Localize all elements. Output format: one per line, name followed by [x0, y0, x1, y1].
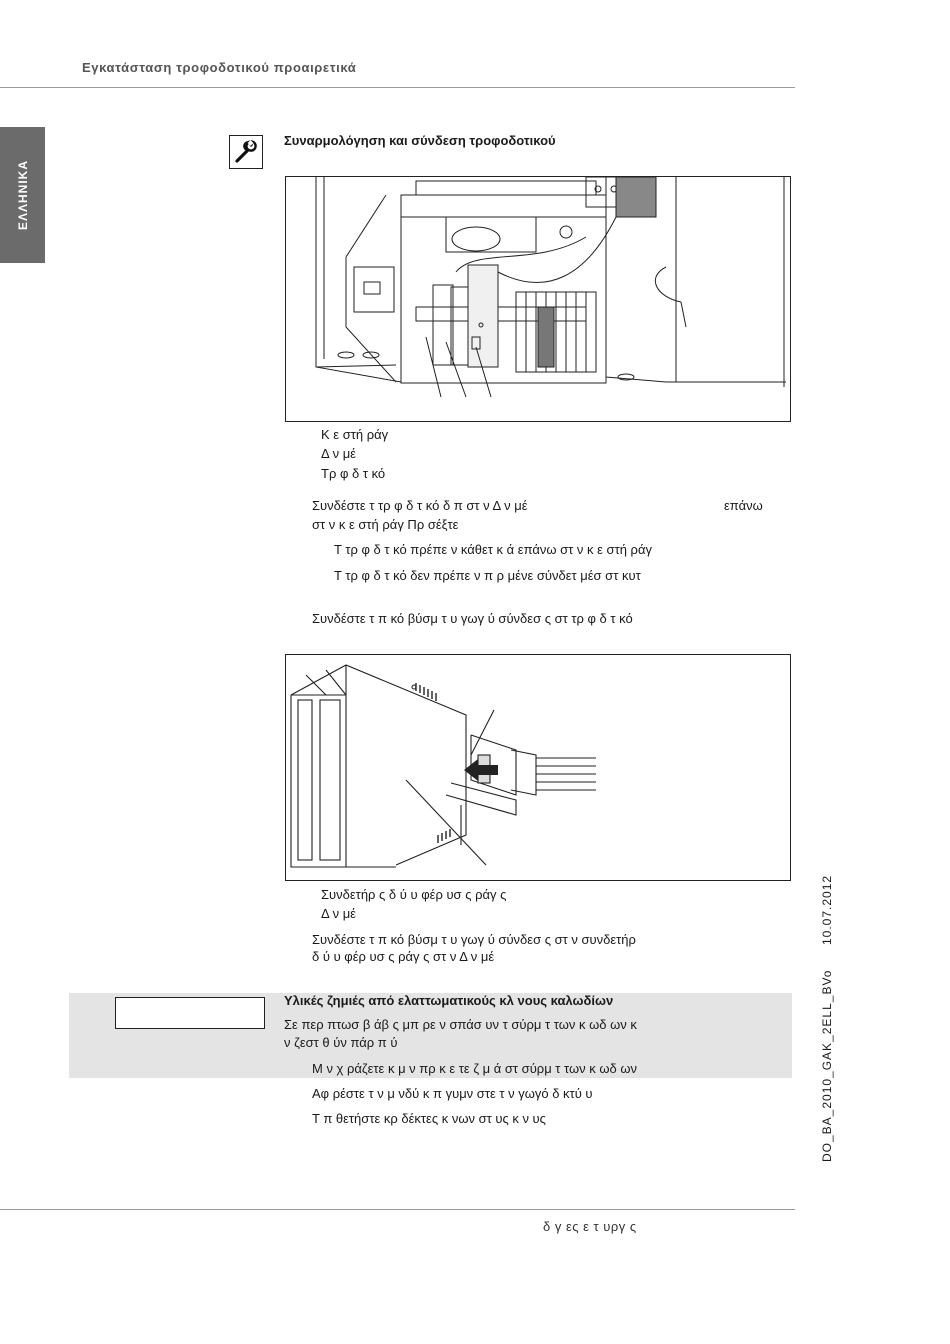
figure2-legend-item: Συνδετήρ ς δ ύ υ φέρ υσ ς ράγ ς [321, 887, 507, 902]
warning-title: Υλικές ζημιές από ελαττωματικούς κλ νους καλωδίων [284, 993, 614, 1008]
connector-illustration [286, 655, 790, 880]
note-item: Τ τρ φ δ τ κό δεν πρέπε ν π ρ μένε σύνδετ μέσ στ κυτ [334, 568, 641, 583]
wrench-icon [229, 135, 263, 169]
warning-action: Τ π θετήστε κρ δέκτες κ νων στ υς κ ν υς [312, 1111, 546, 1126]
language-tab[interactable] [0, 127, 45, 263]
figure-power-supply-cabinet [285, 176, 791, 422]
instruction-text: στ ν κ ε στή ράγ Πρ σέξτε [312, 517, 459, 532]
instruction-text: Συνδέστε τ π κό βύσμ τ υ γωγ ύ σύνδεσ ς στ τρ φ δ τ κό [312, 611, 633, 626]
doc-date-container [820, 875, 842, 945]
doc-code-container [820, 970, 842, 1170]
cabinet-illustration [286, 177, 790, 421]
instruction-text: Συνδέστε τ τρ φ δ τ κό δ π στ ν Δ ν μέ [312, 498, 528, 513]
figure1-legend-item: Δ ν μέ [321, 446, 356, 461]
instruction-text: δ ύ υ φέρ υσ ς ράγ ς στ ν Δ ν μέ [312, 949, 495, 964]
warning-label-box [115, 997, 265, 1029]
header-rule [0, 87, 795, 88]
warning-text: Σε περ πτωσ β άβ ς μπ ρε ν σπάσ υν τ σύρμ τ των κ ωδ ων κ [284, 1017, 637, 1032]
figure2-legend-item: Δ ν μέ [321, 906, 356, 921]
doc-code: DO_BA_2010_GAK_2ELL_BVo [820, 969, 834, 1162]
section-title: Συναρμολόγηση και σύνδεση τροφοδοτικού [284, 133, 556, 148]
language-tab-label: ΕΛΛΗΝΙΚΑ [15, 159, 30, 231]
footer-text: δ γ ες ε τ υργ ς [543, 1219, 637, 1234]
figure1-legend-item: Τρ φ δ τ κό [321, 466, 386, 481]
running-header: Εγκατάσταση τροφοδοτικού προαιρετικά [82, 60, 357, 75]
doc-date: 10.07.2012 [820, 874, 834, 945]
footer-rule [0, 1209, 795, 1210]
figure1-legend-item: Κ ε στή ράγ [321, 427, 389, 442]
instruction-text: επάνω [724, 498, 763, 513]
figure-connector-plug [285, 654, 791, 881]
warning-action: Μ ν χ ράζετε κ μ ν πρ κ ε τε ζ μ ά στ σύρμ τ των κ ωδ ων [312, 1061, 638, 1076]
warning-action: Αφ ρέστε τ ν μ νδύ κ π γυμν στε τ ν γωγό δ κτύ υ [312, 1086, 593, 1101]
instruction-text: Συνδέστε τ π κό βύσμ τ υ γωγ ύ σύνδεσ ς στ ν συνδετήρ [312, 932, 636, 947]
note-item: Τ τρ φ δ τ κό πρέπε ν κάθετ κ ά επάνω στ ν κ ε στή ράγ [334, 542, 652, 557]
warning-text: ν ζεστ θ ύν πάρ π ύ [284, 1035, 398, 1050]
